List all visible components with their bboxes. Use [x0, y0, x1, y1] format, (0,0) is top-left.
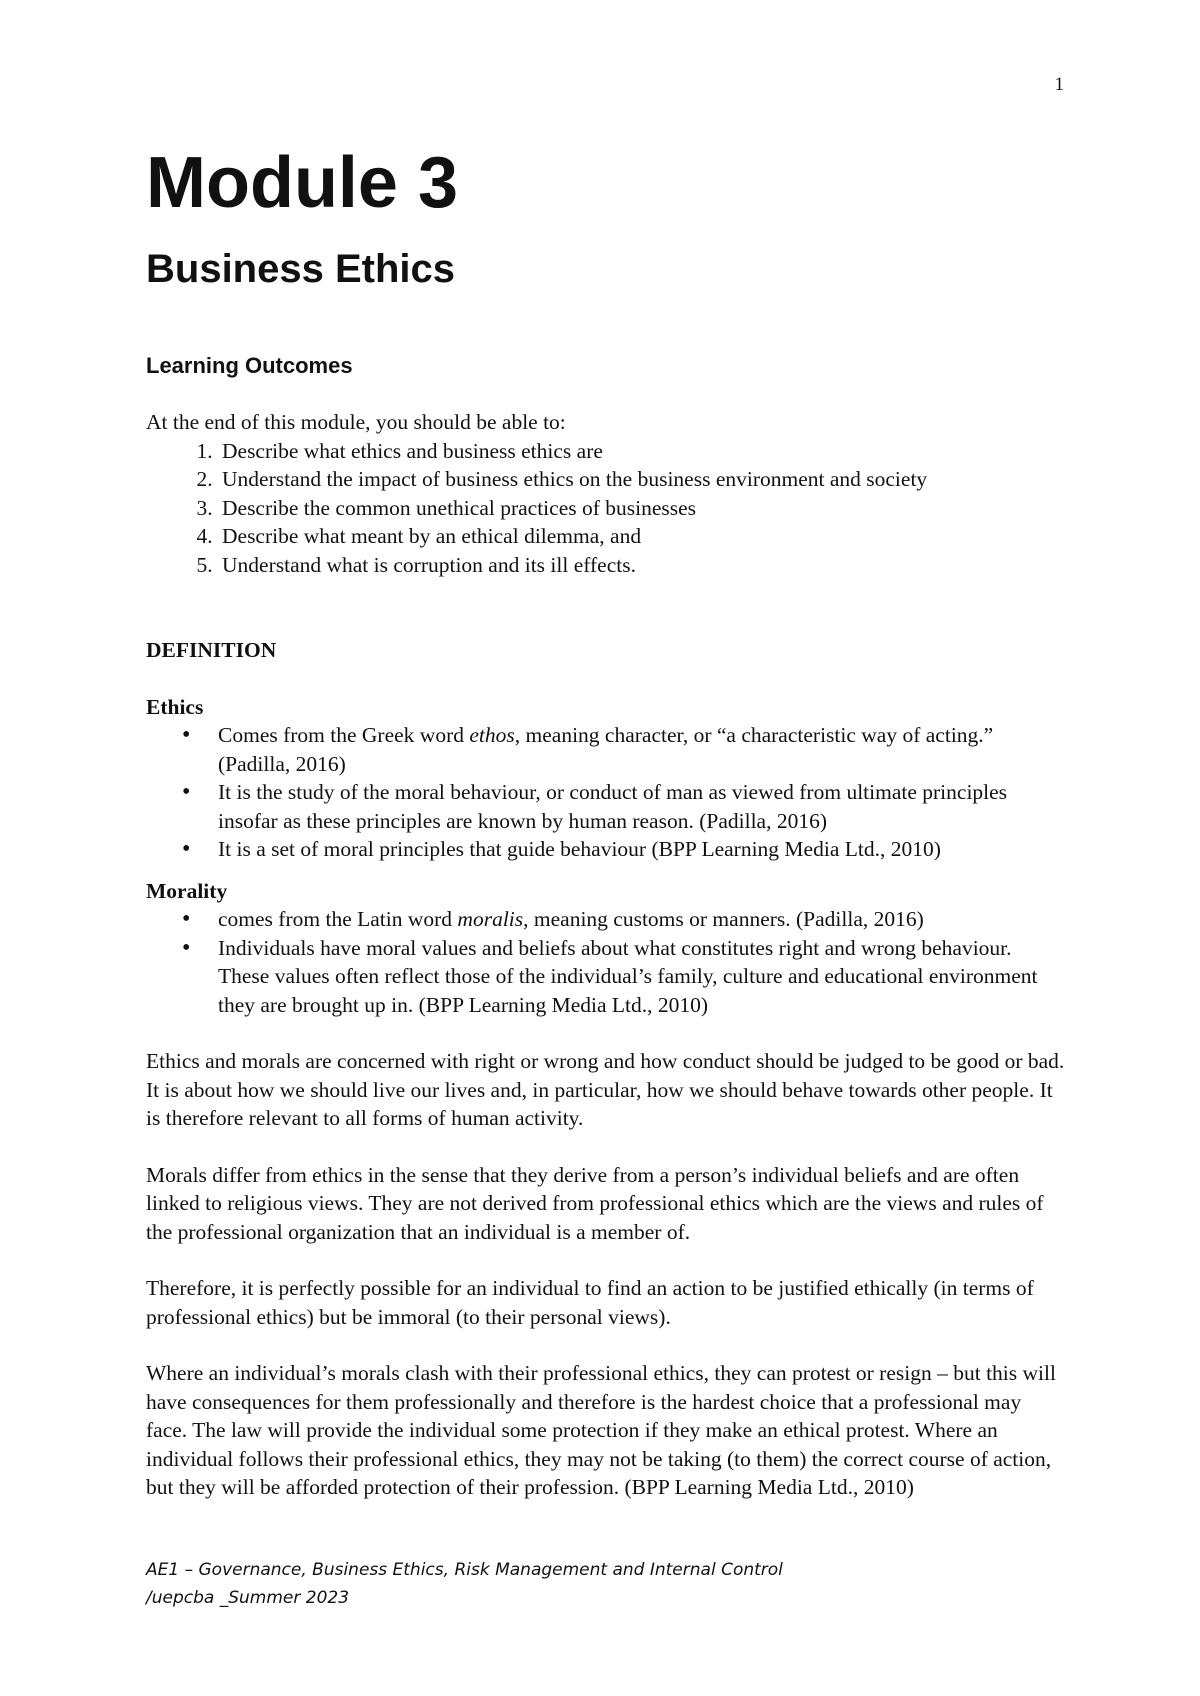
list-item: 1. Describe what ethics and business ethics are [218, 437, 1066, 466]
list-item: 5. Understand what is corruption and its ill effects. [218, 551, 1066, 580]
bullet-text: , meaning character, or “a characteristic way of acting.” (Padilla, 2016) [218, 723, 994, 776]
module-subtitle: Business Ethics [146, 247, 456, 291]
learning-outcomes-list [146, 437, 1066, 580]
list-item: • It is the study of the moral behaviour, or conduct of man as viewed from ultimate principles insofar as these principles are known by human reason. (Padilla, 2016) [218, 778, 1066, 835]
bullet-text: comes from the Latin word [218, 907, 458, 931]
list-item: 4. Describe what meant by an ethical dilemma, and [218, 522, 1066, 551]
document-body [146, 140, 1066, 1502]
list-item: 2. Understand the impact of business ethics on the business environment and society [218, 465, 1066, 494]
term-moralis: moralis [457, 907, 524, 931]
body-paragraph: Morals differ from ethics in the sense that they derive from a person’s individual beliefs and are often linked to religious views. They are not derived from professional ethics which are the views and rules of the professional organization that an individual is a member of. [146, 1162, 1044, 1244]
learning-outcomes-heading: Learning Outcomes [146, 353, 353, 378]
list-item: • Individuals have moral values and beliefs about what constitutes right and wrong behaviour. These values often reflect those of the individual’s family, culture and educational environment they are brought up in. (BPP Learning Media Ltd., 2010) [218, 934, 1066, 1020]
page-number: 1 [1054, 74, 1064, 95]
definition-heading: DEFINITION [146, 638, 277, 662]
body-paragraph: Where an individual’s morals clash with their professional ethics, they can protest or resign – but this will have consequences for them professionally and therefore is the hardest choice that a professional may face. The law will provide the individual some protection if they make an ethical protest. Where an individual follows their professional ethics, they may not be taking (to them) the correct course of action, but they will be afforded protection of their profession. (BPP Learning Media Ltd., 2010) [146, 1361, 1056, 1499]
list-item [218, 905, 1066, 934]
bullet-text: Comes from the Greek word [218, 723, 470, 747]
list-item: • It is a set of moral principles that guide behaviour (BPP Learning Media Ltd., 2010) [218, 835, 1066, 864]
bullet-text: , meaning customs or manners. (Padilla, 2016) [523, 907, 924, 931]
learning-outcomes-intro: At the end of this module, you should be able to: [146, 410, 566, 434]
footer-course-title: AE1 – Governance, Business Ethics, Risk Management and Internal Control [146, 1560, 783, 1580]
body-paragraph: Therefore, it is perfectly possible for an individual to find an action to be justified ethically (in terms of professional ethics) but be immoral (to their personal views). [146, 1276, 1034, 1329]
ethics-bullet-list [146, 721, 1066, 864]
morality-bullet-list [146, 905, 1066, 1019]
list-item [218, 721, 1066, 778]
list-item: 3. Describe the common unethical practices of businesses [218, 494, 1066, 523]
module-title: Module 3 [146, 143, 459, 223]
body-paragraph: Ethics and morals are concerned with right or wrong and how conduct should be judged to be good or bad. It is about how we should live our lives and, in particular, how we should behave towards other people. It is therefore relevant to all forms of human activity. [146, 1049, 1065, 1130]
morality-heading: Morality [146, 878, 228, 903]
page-footer [146, 1556, 783, 1612]
footer-term: /uepcba _Summer 2023 [146, 1588, 350, 1608]
ethics-heading: Ethics [146, 694, 204, 719]
term-ethos: ethos [469, 723, 515, 747]
